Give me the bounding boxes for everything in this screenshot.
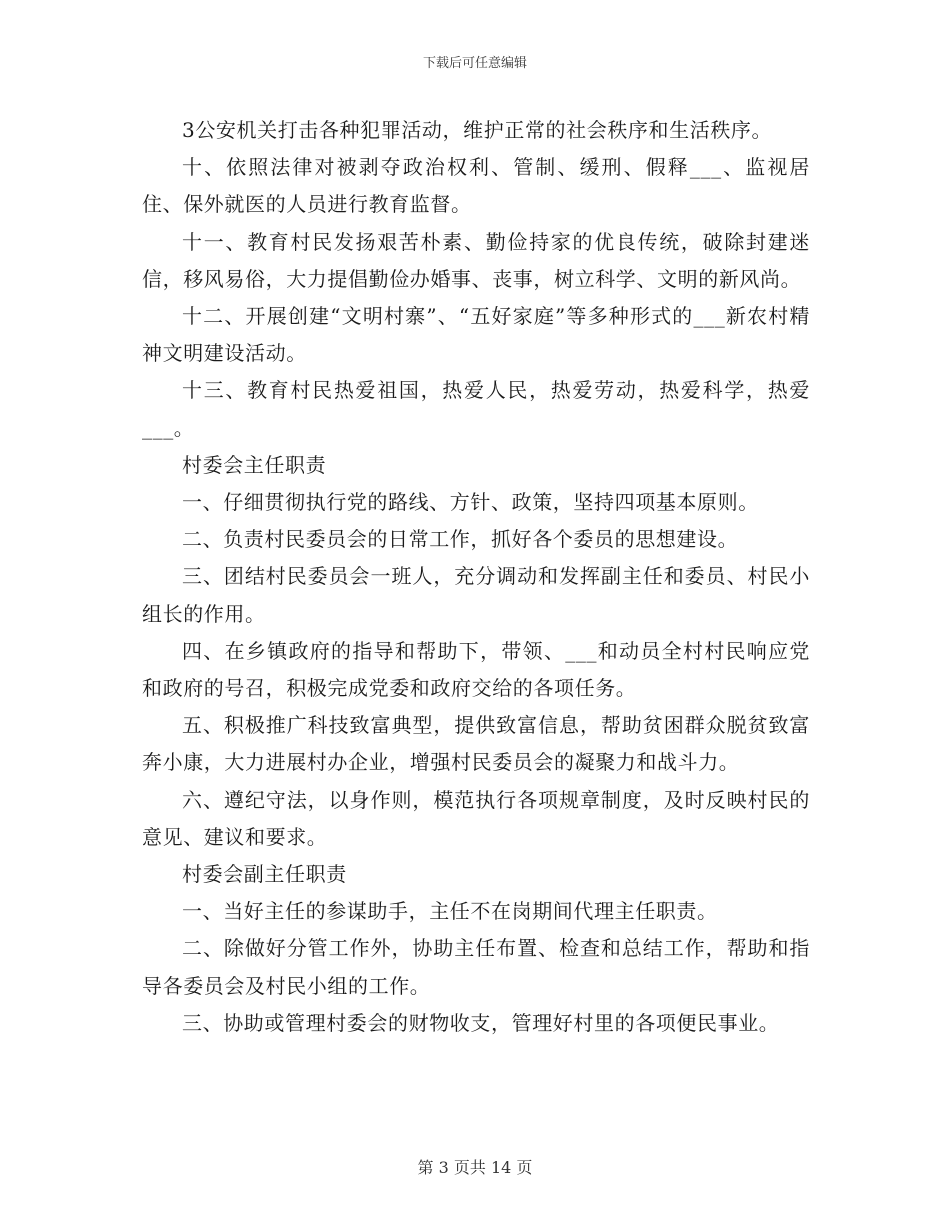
paragraph: 十二、开展创建“文明村寨”、“五好家庭”等多种形式的___新农村精神文明建设活动。 — [142, 304, 810, 366]
section-heading: 村委会主任职责 — [182, 452, 327, 477]
document-body — [142, 112, 810, 1042]
paragraph: 四、在乡镇政府的指导和帮助下，带领、___和动员全村村民响应党和政府的号召，积极完成党委和政府交给的各项任务。 — [142, 638, 810, 701]
paragraph: 二、除做好分管工作外，协助主任布置、检查和总结工作，帮助和指导各委员会及村民小组的工作。 — [142, 936, 810, 998]
paragraph: 三、协助或管理村委会的财物收支，管理好村里的各项便民事业。 — [182, 1010, 780, 1035]
paragraph: 一、仔细贯彻执行党的路线、方针、政策，坚持四项基本原则。 — [182, 490, 759, 515]
page-number: 第 3 页共 14 页 — [417, 1158, 533, 1177]
paragraph: 一、当好主任的参谋助手，主任不在岗期间代理主任职责。 — [182, 899, 718, 924]
paragraph: 十、依照法律对被剥夺政治权利、管制、缓刑、假释___、监视居住、保外就医的人员进行教育监督。 — [142, 155, 810, 217]
paragraph: 3公安机关打击各种犯罪活动，维护正常的社会秩序和生活秩序。 — [182, 118, 773, 142]
paragraph: 十三、教育村民热爱祖国，热爱人民，热爱劳动，热爱科学，热爱___。 — [142, 378, 810, 440]
page-header: 下载后可任意编辑 — [422, 56, 527, 71]
paragraph: 三、团结村民委员会一班人，充分调动和发挥副主任和委员、村民小组长的作用。 — [142, 564, 810, 626]
section-heading: 村委会副主任职责 — [182, 862, 347, 887]
paragraph: 二、负责村民委员会的日常工作，抓好各个委员的思想建设。 — [182, 527, 739, 552]
paragraph: 六、遵纪守法，以身作则，模范执行各项规章制度，及时反映村民的意见、建议和要求。 — [142, 787, 810, 849]
paragraph: 十一、教育村民发扬艰苦朴素、勤俭持家的优良传统，破除封建迷信，移风易俗，大力提倡勤俭办婚事、丧事，树立科学、文明的新风尚。 — [142, 229, 810, 291]
paragraph: 五、积极推广科技致富典型，提供致富信息，帮助贫困群众脱贫致富奔小康，大力进展村办企业，增强村民委员会的凝聚力和战斗力。 — [142, 713, 810, 775]
